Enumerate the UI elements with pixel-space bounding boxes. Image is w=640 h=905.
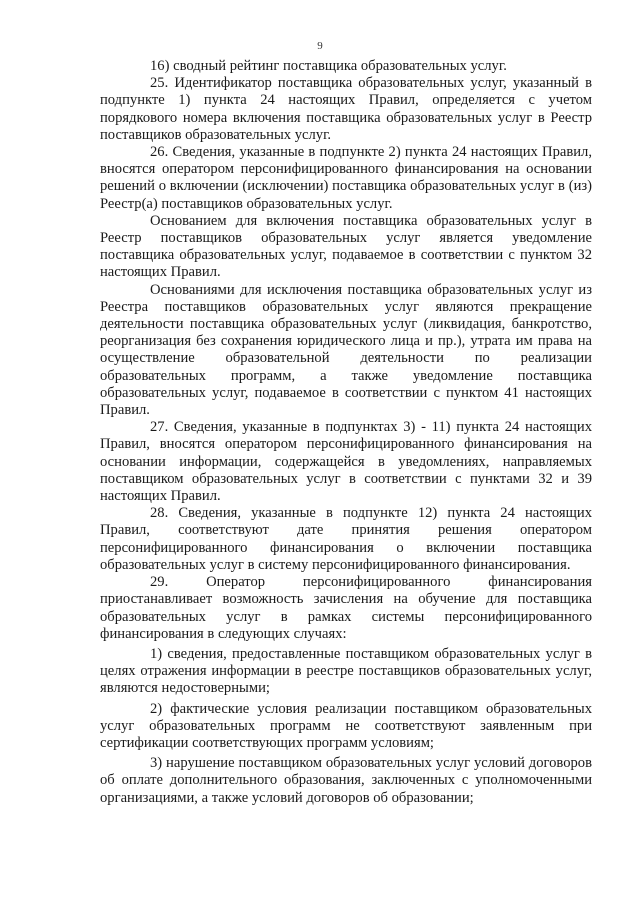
paragraph-27: 27. Сведения, указанные в подпунктах 3) - 11) пункта 24 настоящих Правил, вносятся оператором персонифицированного финансирования на основании информации, содержащейся в уведомлениях, направляемых поставщиком образовательных услуг в соответствии с пунктами 32 и 39 настоящих Правил. bbox=[100, 419, 592, 505]
document-body bbox=[100, 58, 592, 807]
paragraph-inclusion-basis: Основанием для включения поставщика образовательных услуг в Реестр поставщиков образовательных услуг является уведомление поставщика образовательных услуг, подаваемое в соответствии с пунктом 32 настоящих Правил. bbox=[100, 212, 592, 281]
paragraph-29-item-1: 1) сведения, предоставленные поставщиком образовательных услуг в целях отражения информации в реестре поставщиков образовательных услуг, являются недостоверными; bbox=[100, 645, 592, 697]
paragraph-29: 29. Оператор персонифицированного финансирования приостанавливает возможность зачисления на обучение для поставщика образовательных услуг в рамках системы персонифицированного финансирования в следующих случаях: bbox=[100, 574, 592, 642]
paragraph-exclusion-basis: Основаниями для исключения поставщика образовательных услуг из Реестра поставщиков образовательных услуг являются прекращение деятельности поставщика образовательных услуг (ликвидация, банкротство, реорганизация без сохранения юридического лица и пр.), утрата им права на осуществление образовательной деятельности по реализации образовательных программ, а также уведомление поставщика образовательных услуг, подаваемое в соответствии с пунктом 41 настоящих Правил. bbox=[100, 281, 592, 419]
paragraph-item-16: 16) сводный рейтинг поставщика образовательных услуг. bbox=[150, 58, 507, 74]
page-number: 9 bbox=[317, 40, 323, 52]
paragraph-28: 28. Сведения, указанные в подпункте 12) пункта 24 настоящих Правил, соответствуют дате принятия решения оператором персонифицированного финансирования о включении поставщика образовательных услуг в систему персонифицированного финансирования. bbox=[100, 505, 592, 573]
paragraph-26: 26. Сведения, указанные в подпункте 2) пункта 24 настоящих Правил, вносятся оператором персонифицированного финансирования на основании решений о включении (исключении) поставщика образовательных услуг в (из) Реестр(а) поставщиков образовательных услуг. bbox=[100, 144, 592, 212]
paragraph-29-item-2: 2) фактические условия реализации поставщиком образовательных услуг образовательных программ не соответствуют заявленным при сертификации соответствующих программ условиям; bbox=[100, 700, 592, 751]
paragraph-29-item-3: 3) нарушение поставщиком образовательных услуг условий договоров об оплате дополнительного образования, заключенных с уполномоченными организациями, а также условий договоров об образовании; bbox=[100, 755, 592, 806]
paragraph-25: 25. Идентификатор поставщика образовательных услуг, указанный в подпункте 1) пункта 24 настоящих Правил, определяется с учетом порядкового номера включения поставщика образовательных услуг в Реестр поставщиков образовательных услуг. bbox=[100, 75, 592, 143]
